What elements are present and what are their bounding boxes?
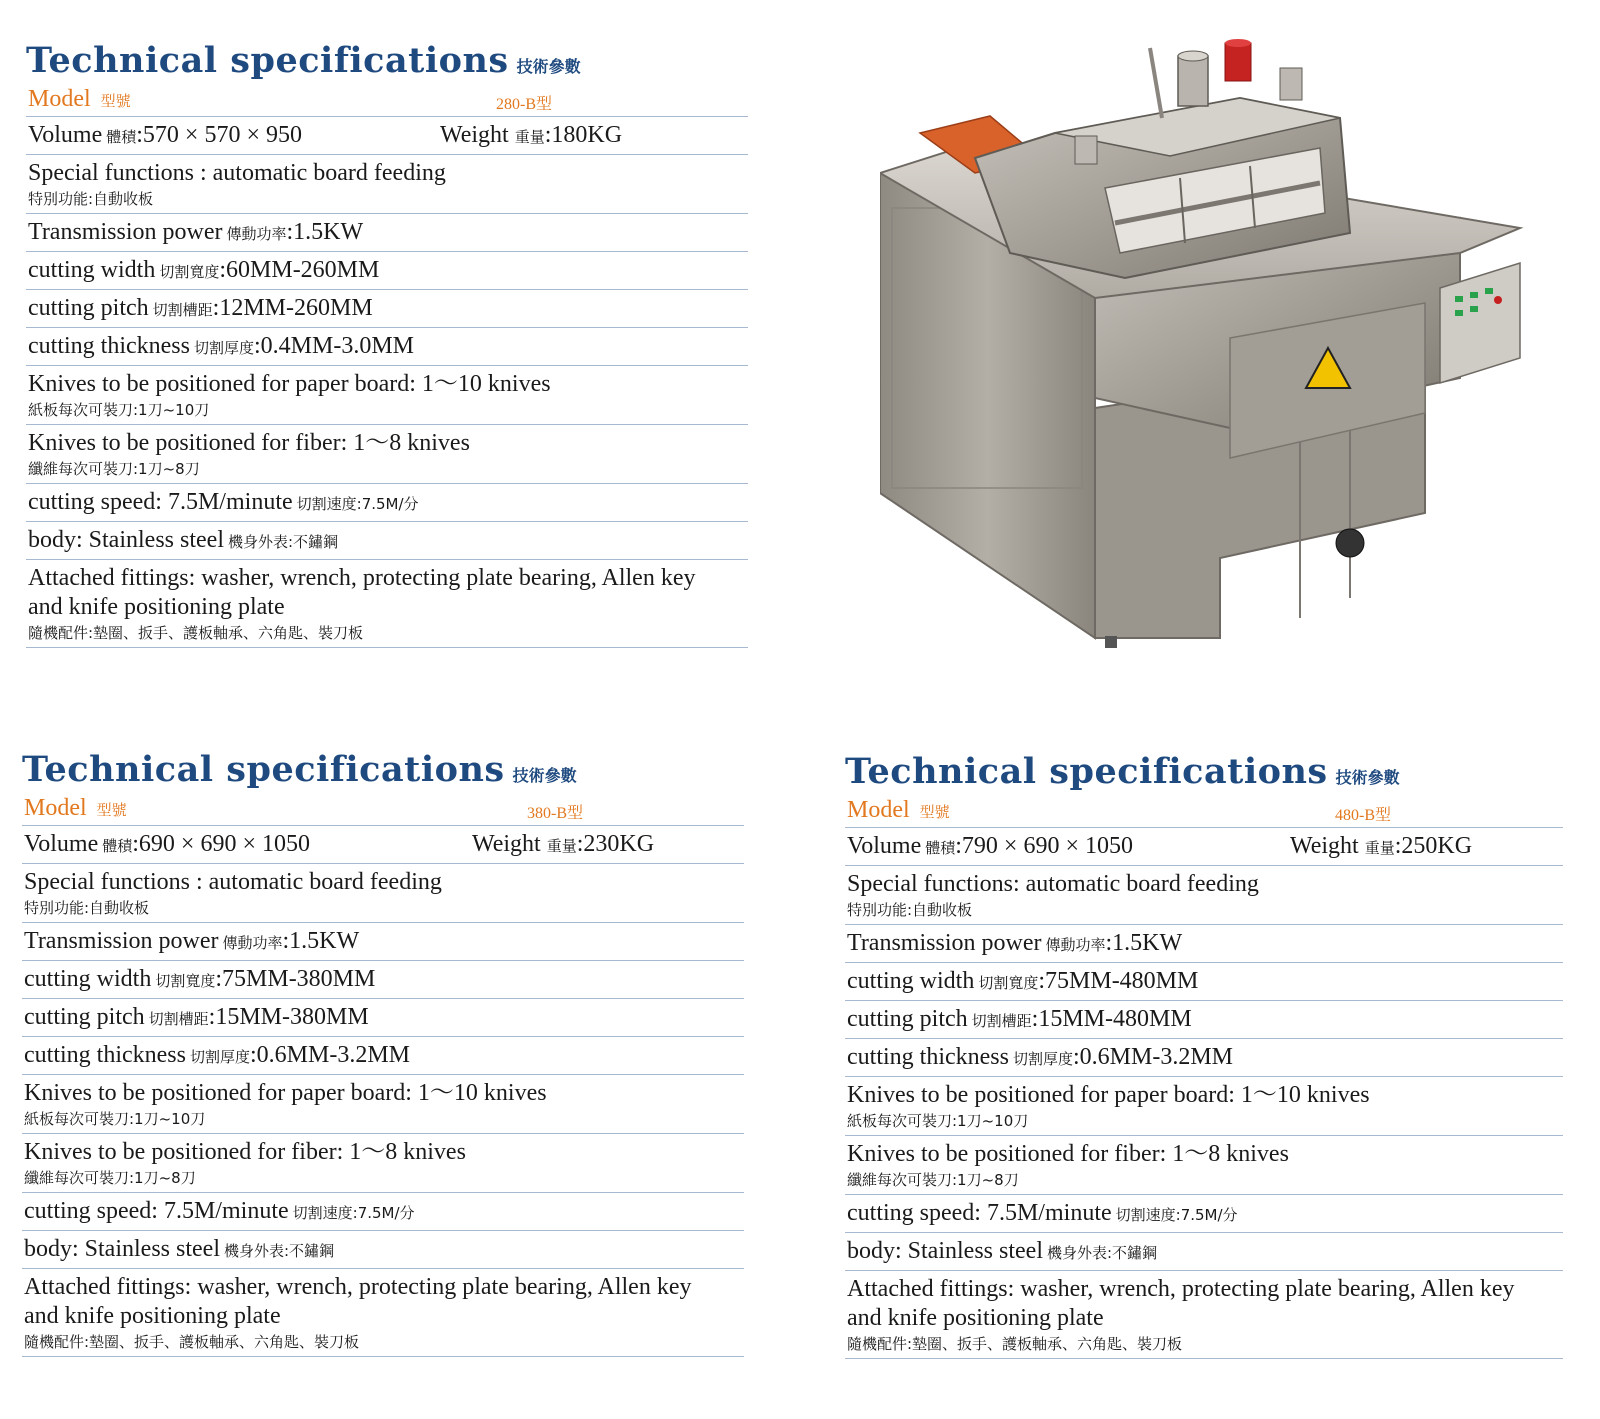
volume-label-zh: 體積 xyxy=(106,128,137,146)
model-row xyxy=(22,795,744,826)
fittings-en: Attached fittings: washer, wrench, protecting plate bearing, Allen key and knife positioning plate xyxy=(24,1274,692,1329)
speed-row xyxy=(26,484,748,522)
width-row xyxy=(26,252,748,290)
volume-row xyxy=(845,828,1563,866)
fittings-row xyxy=(845,1271,1563,1359)
title-chinese: 技術參數 xyxy=(516,57,581,76)
width-label: cutting width xyxy=(28,257,156,283)
knives-fiber-en: Knives to be positioned for fiber: 1～8 knives xyxy=(24,1139,466,1165)
power-value: :1.5KW xyxy=(286,219,364,245)
title-english: Technical specifications xyxy=(845,751,1328,792)
slitting-machine-photo xyxy=(880,38,1570,688)
special-functions-row xyxy=(22,864,744,923)
thickness-label-zh: 切割厚度 xyxy=(189,1048,250,1066)
power-label: Transmission power xyxy=(24,928,219,954)
power-row xyxy=(22,923,744,961)
spec-block-380 xyxy=(22,749,744,1357)
body-zh: 機身外表:不鏽鋼 xyxy=(227,533,339,551)
special-functions-row xyxy=(26,155,748,214)
body-row xyxy=(22,1231,744,1269)
model-value: 380-B型 xyxy=(527,805,584,822)
special-functions-row xyxy=(845,866,1563,925)
title-chinese: 技術參數 xyxy=(1335,768,1400,787)
volume-value: :790 × 690 × 1050 xyxy=(955,833,1133,859)
body-en: body: Stainless steel xyxy=(28,527,224,553)
fittings-zh: 隨機配件:墊圈、扳手、護板軸承、六角匙、裝刀板 xyxy=(28,624,364,642)
power-value: :1.5KW xyxy=(1105,930,1183,956)
width-row xyxy=(22,961,744,999)
width-value: :75MM-480MM xyxy=(1038,968,1199,994)
pitch-value: :15MM-380MM xyxy=(208,1004,369,1030)
volume-label-zh: 體積 xyxy=(102,837,133,855)
title-chinese: 技術參數 xyxy=(512,766,577,785)
volume-row xyxy=(26,117,748,155)
power-label: Transmission power xyxy=(28,219,223,245)
spec-title xyxy=(26,40,748,86)
thickness-row xyxy=(26,328,748,366)
model-row xyxy=(26,86,748,117)
body-zh: 機身外表:不鏽鋼 xyxy=(1046,1244,1158,1262)
speed-row xyxy=(845,1195,1563,1233)
knives-board-zh: 紙板每次可裝刀:1刀~10刀 xyxy=(847,1112,1029,1130)
fittings-row xyxy=(22,1269,744,1357)
thickness-value: :0.6MM-3.2MM xyxy=(250,1042,411,1068)
width-value: :60MM-260MM xyxy=(219,257,380,283)
special-functions-en: Special functions: automatic board feeding xyxy=(847,871,1259,897)
knives-board-row xyxy=(26,366,748,425)
width-label: cutting width xyxy=(24,966,152,992)
pitch-value: :12MM-260MM xyxy=(212,295,373,321)
volume-value: :690 × 690 × 1050 xyxy=(132,831,310,857)
body-row xyxy=(26,522,748,560)
special-functions-zh: 特別功能:自動收板 xyxy=(847,901,973,919)
model-value: 280-B型 xyxy=(496,96,553,113)
weight-field: Weight 重量:230KG xyxy=(472,831,655,857)
speed-zh: 切割速度:7.5M/分 xyxy=(1115,1206,1238,1224)
volume-row xyxy=(22,826,744,864)
power-label-zh: 傳動功率 xyxy=(226,225,287,243)
knives-fiber-row xyxy=(22,1134,744,1193)
special-functions-zh: 特別功能:自動收板 xyxy=(28,190,154,208)
pitch-row xyxy=(845,1001,1563,1039)
power-label: Transmission power xyxy=(847,930,1042,956)
speed-en: cutting speed: 7.5M/minute xyxy=(24,1198,289,1224)
fittings-zh: 隨機配件:墊圈、扳手、護板軸承、六角匙、裝刀板 xyxy=(847,1335,1183,1353)
fittings-zh: 隨機配件:墊圈、扳手、護板軸承、六角匙、裝刀板 xyxy=(24,1333,360,1351)
model-label: Model 型號 xyxy=(28,86,131,112)
speed-zh: 切割速度:7.5M/分 xyxy=(292,1204,415,1222)
volume-value: :570 × 570 × 950 xyxy=(136,122,302,148)
power-row xyxy=(845,925,1563,963)
fittings-row xyxy=(26,560,748,648)
knives-fiber-zh: 纖維每次可裝刀:1刀~8刀 xyxy=(847,1171,1019,1189)
pitch-label-zh: 切割槽距 xyxy=(971,1012,1032,1030)
pitch-label: cutting pitch xyxy=(24,1004,145,1030)
special-functions-en: Special functions : automatic board feeding xyxy=(28,160,446,186)
thickness-value: :0.4MM-3.0MM xyxy=(254,333,415,359)
knives-board-row xyxy=(22,1075,744,1134)
thickness-row xyxy=(22,1037,744,1075)
model-value: 480-B型 xyxy=(1335,807,1392,824)
pitch-label: cutting pitch xyxy=(847,1006,968,1032)
thickness-value: :0.6MM-3.2MM xyxy=(1073,1044,1234,1070)
special-functions-zh: 特別功能:自動收板 xyxy=(24,899,150,917)
weight-field: Weight 重量:250KG xyxy=(1290,833,1473,859)
body-zh: 機身外表:不鏽鋼 xyxy=(223,1242,335,1260)
special-functions-en: Special functions : automatic board feeding xyxy=(24,869,442,895)
spec-block-280 xyxy=(26,40,748,648)
thickness-label: cutting thickness xyxy=(847,1044,1009,1070)
pitch-row xyxy=(26,290,748,328)
knives-fiber-row xyxy=(845,1136,1563,1195)
body-en: body: Stainless steel xyxy=(847,1238,1043,1264)
knives-board-zh: 紙板每次可裝刀:1刀~10刀 xyxy=(28,401,210,419)
speed-zh: 切割速度:7.5M/分 xyxy=(296,495,419,513)
width-label-zh: 切割寬度 xyxy=(155,972,216,990)
power-label-zh: 傳動功率 xyxy=(1045,936,1106,954)
thickness-label: cutting thickness xyxy=(24,1042,186,1068)
weight-field: Weight 重量:180KG xyxy=(440,122,623,148)
body-en: body: Stainless steel xyxy=(24,1236,220,1262)
power-value: :1.5KW xyxy=(282,928,360,954)
knives-board-en: Knives to be positioned for paper board: 1～10 knives xyxy=(28,371,551,397)
knives-fiber-zh: 纖維每次可裝刀:1刀~8刀 xyxy=(28,460,200,478)
volume-label: Volume xyxy=(847,833,922,859)
width-label-zh: 切割寬度 xyxy=(978,974,1039,992)
model-row xyxy=(845,797,1563,828)
knives-fiber-zh: 纖維每次可裝刀:1刀~8刀 xyxy=(24,1169,196,1187)
pitch-row xyxy=(22,999,744,1037)
knives-fiber-row xyxy=(26,425,748,484)
fittings-en: Attached fittings: washer, wrench, protecting plate bearing, Allen key and knife positioning plate xyxy=(847,1276,1515,1331)
speed-row xyxy=(22,1193,744,1231)
knives-board-en: Knives to be positioned for paper board: 1～10 knives xyxy=(847,1082,1370,1108)
spec-title xyxy=(22,749,744,795)
pitch-value: :15MM-480MM xyxy=(1031,1006,1192,1032)
pitch-label-zh: 切割槽距 xyxy=(148,1010,209,1028)
title-english: Technical specifications xyxy=(26,40,509,81)
volume-label-zh: 體積 xyxy=(925,839,956,857)
volume-label: Volume xyxy=(24,831,99,857)
power-row xyxy=(26,214,748,252)
pitch-label-zh: 切割槽距 xyxy=(152,301,213,319)
width-label-zh: 切割寬度 xyxy=(159,263,220,281)
spec-title xyxy=(845,751,1563,797)
pitch-label: cutting pitch xyxy=(28,295,149,321)
speed-en: cutting speed: 7.5M/minute xyxy=(847,1200,1112,1226)
speed-en: cutting speed: 7.5M/minute xyxy=(28,489,293,515)
knives-board-zh: 紙板每次可裝刀:1刀~10刀 xyxy=(24,1110,206,1128)
thickness-label-zh: 切割厚度 xyxy=(1012,1050,1073,1068)
knives-board-en: Knives to be positioned for paper board: 1～10 knives xyxy=(24,1080,547,1106)
thickness-row xyxy=(845,1039,1563,1077)
model-label: Model 型號 xyxy=(847,797,950,823)
width-value: :75MM-380MM xyxy=(215,966,376,992)
title-english: Technical specifications xyxy=(22,749,505,790)
spec-block-480 xyxy=(845,751,1563,1359)
volume-label: Volume xyxy=(28,122,103,148)
thickness-label-zh: 切割厚度 xyxy=(193,339,254,357)
knives-fiber-en: Knives to be positioned for fiber: 1～8 knives xyxy=(28,430,470,456)
power-label-zh: 傳動功率 xyxy=(222,934,283,952)
knives-fiber-en: Knives to be positioned for fiber: 1～8 knives xyxy=(847,1141,1289,1167)
body-row xyxy=(845,1233,1563,1271)
width-row xyxy=(845,963,1563,1001)
knives-board-row xyxy=(845,1077,1563,1136)
fittings-en: Attached fittings: washer, wrench, protecting plate bearing, Allen key and knife positioning plate xyxy=(28,565,696,620)
width-label: cutting width xyxy=(847,968,975,994)
thickness-label: cutting thickness xyxy=(28,333,190,359)
model-label: Model 型號 xyxy=(24,795,127,821)
